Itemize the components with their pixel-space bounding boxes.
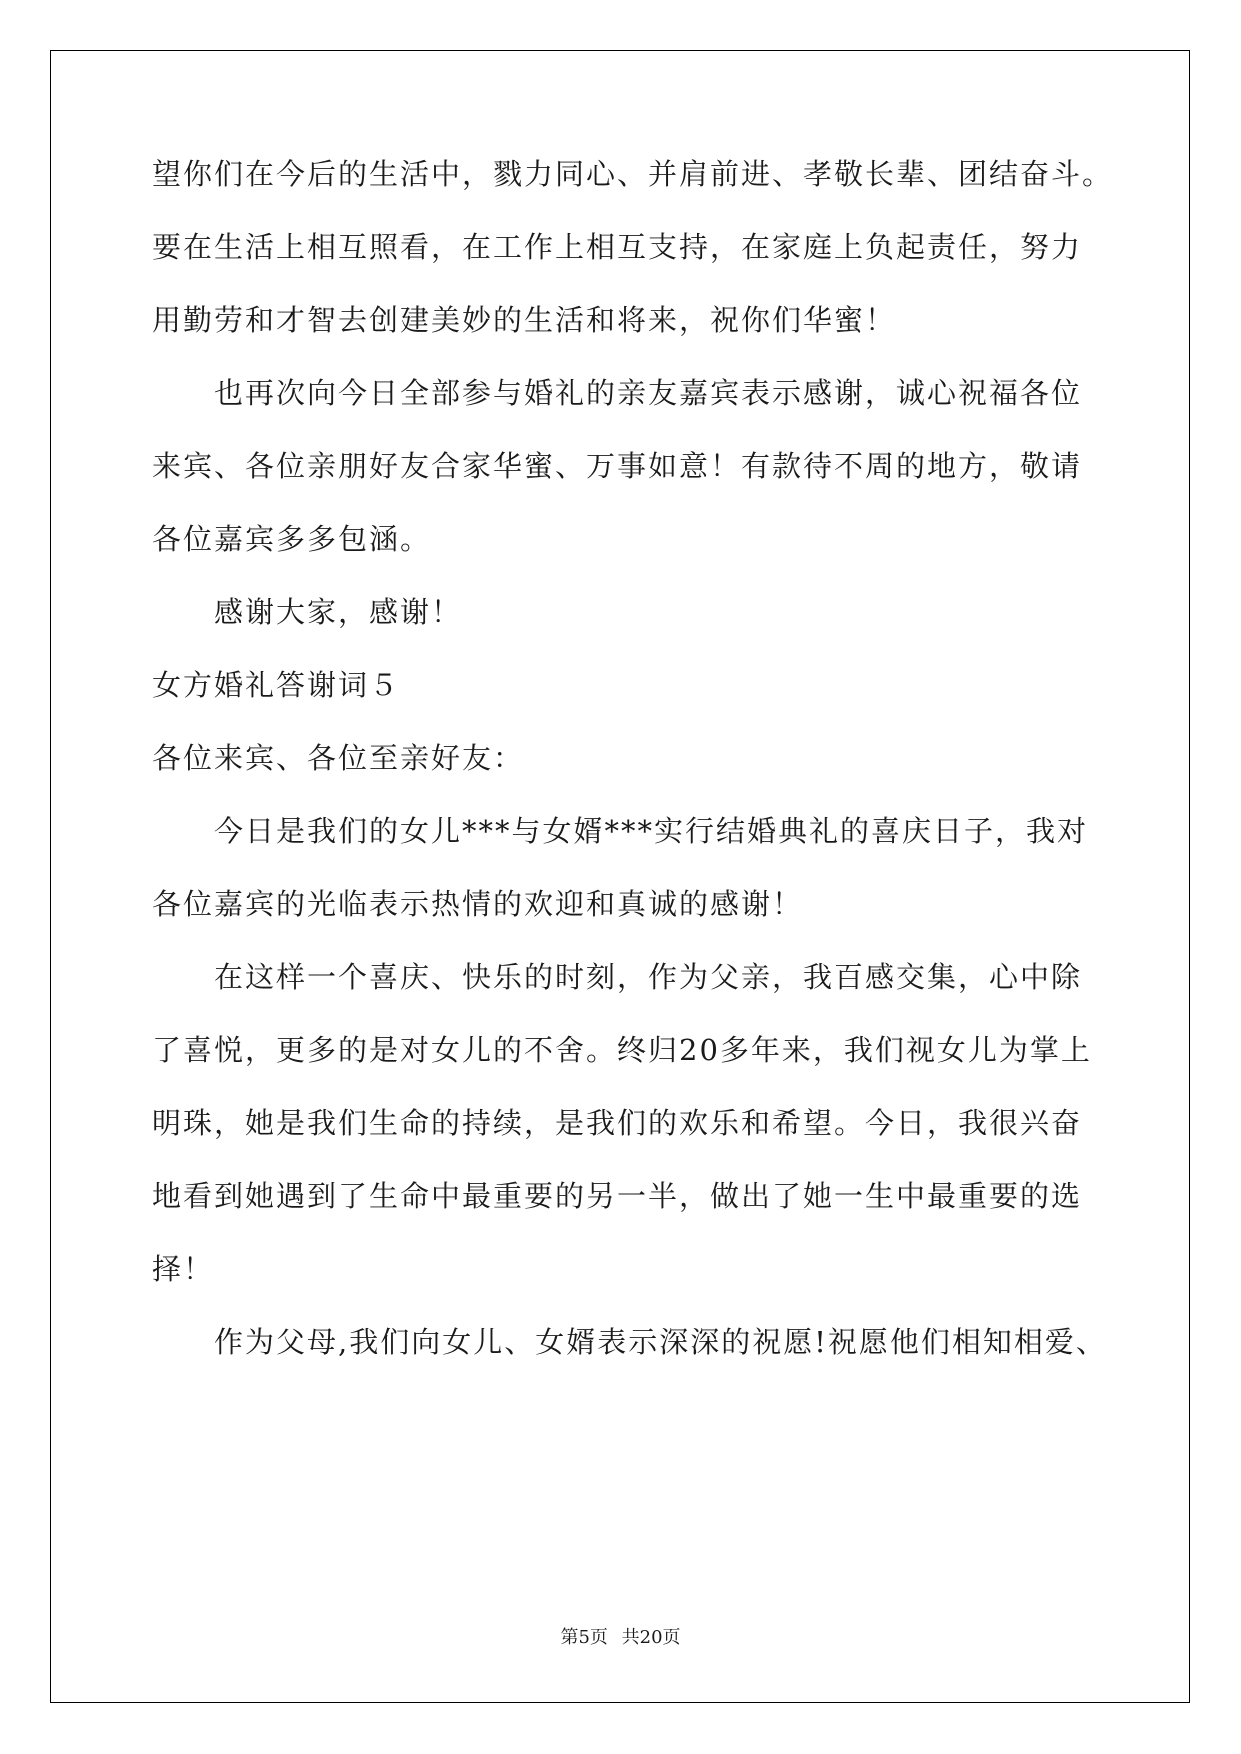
page-total: 共20页 [621,1627,681,1648]
text-line: 择！ [152,1252,215,1286]
text-line: 望你们在今后的生活中，戮力同心、并肩前进、孝敬长辈、团结奋斗。 [152,157,1114,191]
text-line: 各位嘉宾多多包涵。 [152,522,432,556]
paragraph-line: 在这样一个喜庆、快乐的时刻，作为父亲，我百感交集，心中除 [214,960,1083,994]
text-line: 地看到她遇到了生命中最重要的另一半，做出了她一生中最重要的选 [152,1179,1083,1213]
paragraph-line: 今日是我们的女儿***与女婿***实行结婚典礼的喜庆日子，我对 [214,814,1089,848]
section-heading: 女方婚礼答谢词５ [152,668,401,702]
text-line: 了喜悦，更多的是对女儿的不舍。终归20多年来，我们视女儿为掌上 [152,1033,1092,1067]
text-line: 来宾、各位亲朋好友合家华蜜、万事如意！有款待不周的地方，敬请 [152,449,1083,483]
page-footer [0,1626,1241,1650]
page-number: 第5页 [560,1627,608,1648]
paragraph-line: 也再次向今日全部参与婚礼的亲友嘉宾表示感谢，诚心祝福各位 [214,376,1083,410]
text-line: 用勤劳和才智去创建美妙的生活和将来，祝你们华蜜！ [152,303,897,337]
page-frame [50,50,1190,1703]
paragraph-line: 作为父母,我们向女儿、女婿表示深深的祝愿!祝愿他们相知相爱、 [214,1325,1107,1359]
text-line: 明珠，她是我们生命的持续，是我们的欢乐和希望。今日，我很兴奋 [152,1106,1083,1140]
salutation: 各位来宾、各位至亲好友： [152,741,525,775]
paragraph-line: 感谢大家，感谢！ [214,595,463,629]
text-line: 要在生活上相互照看，在工作上相互支持，在家庭上负起责任，努力 [152,230,1083,264]
text-line: 各位嘉宾的光临表示热情的欢迎和真诚的感谢！ [152,887,804,921]
